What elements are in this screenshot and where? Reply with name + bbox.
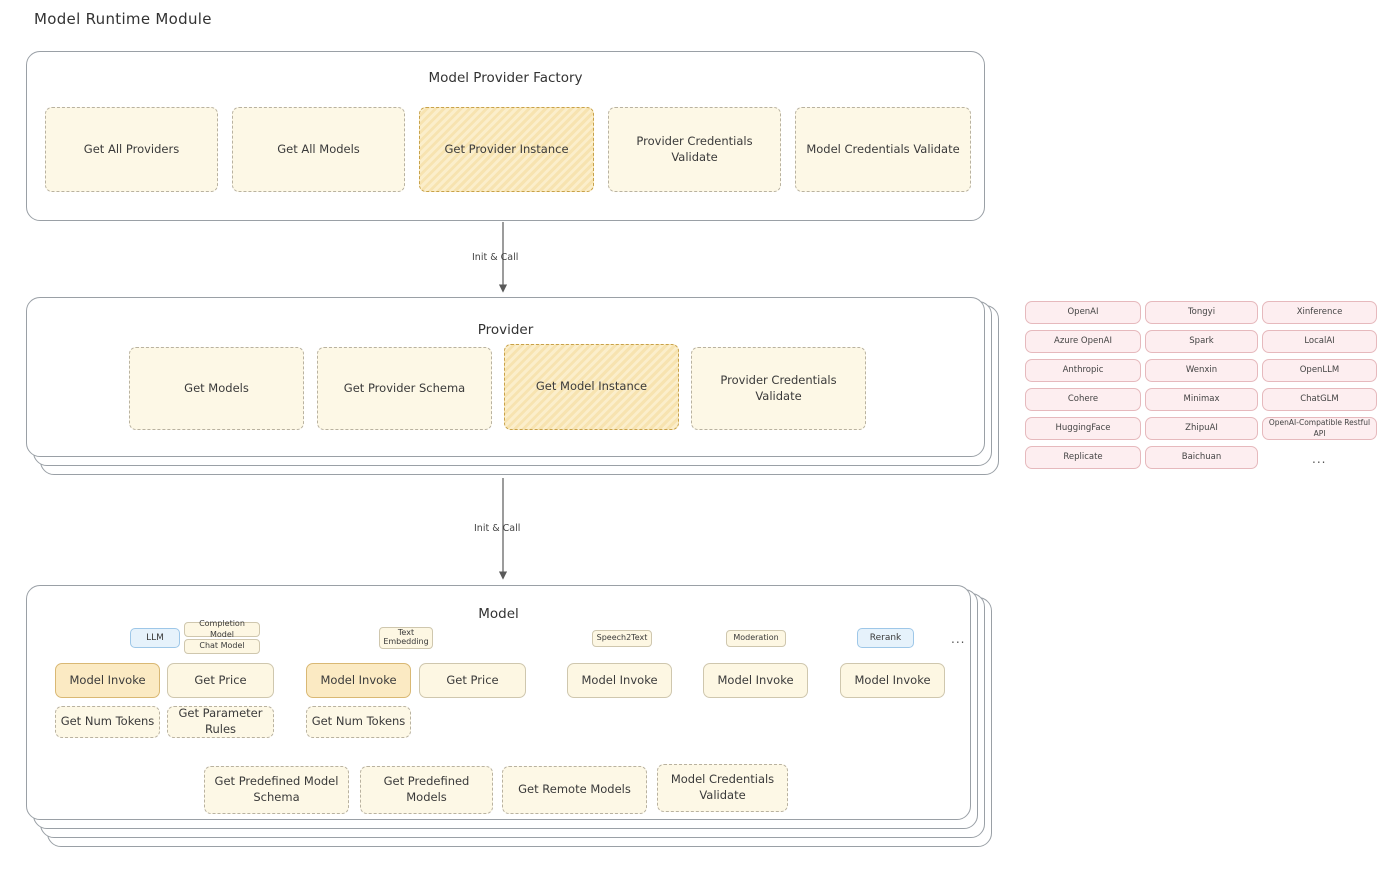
page-title: Model Runtime Module [34,10,212,28]
model-type-chat-model[interactable] [184,639,260,654]
get-model-instance-box[interactable] [504,344,679,430]
arrow-label-init-call-1: Init & Call [472,252,519,263]
provider-title: Provider [477,322,534,338]
model-type-moderation[interactable] [726,630,786,647]
provider-chip-baichuan[interactable] [1145,446,1258,469]
moderation-model-invoke-box[interactable] [703,663,808,698]
node-label: Get Num Tokens [60,714,155,729]
provider-chip-label: Spark [1189,335,1214,346]
provider-chip-label: Xinference [1296,306,1343,317]
model-title: Model [478,606,519,622]
embedding-get-num-tokens-box[interactable] [306,706,411,738]
provider-chip-label: Replicate [1063,451,1103,462]
node-label: Model Invoke [854,672,931,687]
model-type-text-embedding[interactable] [379,627,433,649]
llm-get-price-box[interactable] [167,663,274,698]
node-label: Model Credentials Validate [670,772,775,802]
provider-chip-label: OpenAI [1067,306,1099,317]
model-type-speech2text[interactable] [592,630,652,647]
model-provider-factory-title: Model Provider Factory [428,70,583,86]
get-predefined-model-schema-box[interactable] [204,766,349,814]
provider-credentials-validate-label: Provider Credentials Validate [636,133,753,164]
get-predefined-models-box[interactable] [360,766,493,814]
node-label: Model Invoke [69,672,146,687]
provider-chip-tongyi[interactable] [1145,301,1258,324]
node-label: Get Remote Models [518,782,631,797]
provider-chip-wenxin[interactable] [1145,359,1258,382]
provider-chip-label: ZhipuAI [1185,422,1218,433]
model-type-label: Rerank [869,632,902,643]
embedding-model-invoke-box[interactable] [306,663,411,698]
get-all-models-box[interactable] [232,107,405,192]
llm-get-num-tokens-box[interactable] [55,706,160,738]
provider-chip-minimax[interactable] [1145,388,1258,411]
provider-chip-label: Tongyi [1187,306,1216,317]
get-remote-models-box[interactable] [502,766,647,814]
provider-chip-openai[interactable] [1025,301,1141,324]
node-label: Model Invoke [581,672,658,687]
model-type-label: Chat Model [199,641,245,651]
get-provider-schema-box[interactable] [317,347,492,430]
node-label: Model Invoke [320,672,397,687]
provider-chip-label: OpenLLM [1299,364,1340,375]
node-label: Model Invoke [717,672,794,687]
get-models-label: Get Models [184,380,249,395]
provider-chip-label: LocalAI [1304,335,1335,346]
node-label: Get Price [194,672,247,687]
provider-chip-azure-openai[interactable] [1025,330,1141,353]
provider-chip-spark[interactable] [1145,330,1258,353]
model-type-label: Moderation [733,633,779,643]
model-credentials-validate-box-2[interactable] [657,764,788,812]
get-all-providers-label: Get All Providers [83,141,180,156]
model-type-llm[interactable] [130,628,180,648]
provider-chip-localai[interactable] [1262,330,1377,353]
speech2text-model-invoke-box[interactable] [567,663,672,698]
provider-chip-zhipuai[interactable] [1145,417,1258,440]
get-provider-instance-label: Get Provider Instance [444,141,569,156]
provider-chip-label: HuggingFace [1055,422,1111,433]
provider-credentials-validate-box-2[interactable] [691,347,866,430]
provider-chip-openai-compatible[interactable] [1262,417,1377,440]
rerank-model-invoke-box[interactable] [840,663,945,698]
node-label: Get Predefined Model Schema [214,774,339,804]
provider-credentials-validate-box[interactable] [608,107,781,192]
get-provider-schema-label: Get Provider Schema [343,380,466,395]
get-all-models-label: Get All Models [277,141,360,156]
get-model-instance-label: Get Model Instance [535,379,648,394]
llm-model-invoke-box[interactable] [55,663,160,698]
model-credentials-validate-box[interactable] [795,107,971,192]
model-type-label: Speech2Text [596,633,648,643]
model-type-completion-model[interactable] [184,618,260,639]
model-types-ellipsis: ... [951,632,966,646]
provider-list-ellipsis: ... [1312,452,1327,466]
provider-chip-cohere[interactable] [1025,388,1141,411]
provider-chip-label: Wenxin [1185,364,1218,375]
model-type-label: LLM [146,632,164,643]
provider-chip-chatglm[interactable] [1262,388,1377,411]
arrow-label-init-call-2: Init & Call [474,523,521,534]
provider-credentials-validate-label-2: Provider Credentials Validate [720,372,837,403]
node-label: Get Price [446,672,499,687]
provider-chip-label: Azure OpenAI [1054,335,1112,346]
provider-chip-replicate[interactable] [1025,446,1141,469]
model-credentials-validate-label: Model Credentials Validate [806,141,960,156]
provider-chip-label: ChatGLM [1300,393,1339,404]
node-label: Get Num Tokens [311,714,406,729]
embedding-get-price-box[interactable] [419,663,526,698]
provider-chip-openllm[interactable] [1262,359,1377,382]
provider-chip-anthropic[interactable] [1025,359,1141,382]
node-label: Get Predefined Models [383,774,470,804]
get-provider-instance-box[interactable] [419,107,594,192]
model-panel [26,585,971,820]
provider-chip-huggingface[interactable] [1025,417,1141,440]
provider-chip-label: OpenAI-Compatible Restful API [1268,418,1371,438]
provider-chip-label: Baichuan [1181,451,1222,462]
provider-chip-label: Anthropic [1062,364,1104,375]
get-models-box[interactable] [129,347,304,430]
provider-chip-xinference[interactable] [1262,301,1377,324]
model-type-label: Text Embedding [383,628,429,646]
provider-chip-label: Cohere [1067,393,1099,404]
llm-get-parameter-rules-box[interactable] [167,706,274,738]
model-type-label: Completion Model [199,618,245,639]
get-all-providers-box[interactable] [45,107,218,192]
node-label: Get Parameter Rules [178,706,263,736]
provider-chip-label: Minimax [1183,393,1220,404]
model-type-rerank[interactable] [857,628,914,648]
